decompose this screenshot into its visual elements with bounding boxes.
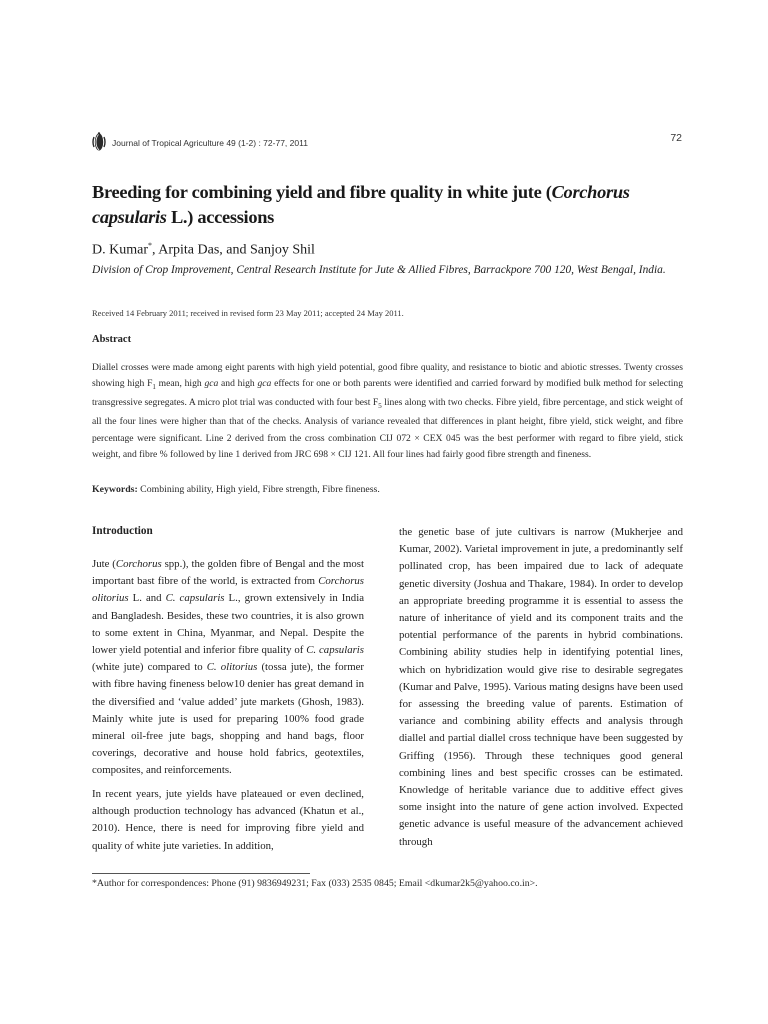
species-name: C. olitorius xyxy=(206,661,258,674)
author-first: D. Kumar xyxy=(92,242,148,258)
text-run: Jute ( xyxy=(92,558,116,570)
intro-paragraph-1 xyxy=(92,556,364,780)
subscript: 1 xyxy=(152,383,156,392)
text-run: L., grown extensively in India and Bangladesh. Besides, these two countries, it is also grown to some extent in China, Myanmar, and Nepal. Despite the lower yield potential and inferior fibre quality of xyxy=(92,592,364,657)
abstract-part: Diallel crosses were made among eight parents with high yield potential, good fibre quality, and resistance to biotic and abiotic stresses. Twenty crosses showing high F xyxy=(92,362,683,390)
paragraph-text: In recent years, jute yields have plateaued or even declined, although production technology has advanced (Khatun et al., 2010). Hence, there is need for improving fibre yield and quality of white jute varieties. In addition, xyxy=(92,788,364,852)
keywords-text: Combining ability, High yield, Fibre strength, Fibre fineness. xyxy=(137,484,380,495)
author-rest: , Arpita Das, and Sanjoy Shil xyxy=(152,242,315,258)
abstract-part: effects for one or both parents were identified and carried forward by modified bulk method for selecting transgressive segregates. A micro plot trial was conducted with four best F xyxy=(92,378,683,409)
species-name: Corchorus olitorius xyxy=(92,575,364,605)
text-run: L. and xyxy=(128,592,166,605)
introduction-heading: Introduction xyxy=(92,525,153,537)
gca-term: gca xyxy=(204,378,219,390)
subscript: 5 xyxy=(378,402,382,411)
abstract-text xyxy=(92,360,683,463)
intro-paragraph-2 xyxy=(92,786,364,855)
footnote-divider xyxy=(92,873,310,874)
abstract-part: and high xyxy=(218,378,258,390)
page-header xyxy=(92,132,682,156)
text-run: spp.), the golden fibre of Bengal and the most important bast fibre of the world, is extracted from xyxy=(92,558,364,588)
author-list xyxy=(92,241,682,259)
abstract-part: mean, high xyxy=(155,378,205,390)
corresponding-author-footnote: *Author for correspondences: Phone (91) 9836949231; Fax (033) 2535 0845; Email <dkumar2k5@yahoo.co.in>. xyxy=(92,878,538,889)
abstract-part: lines along with two checks. Fibre yield, fibre percentage, and stick weight of all the four lines were higher than that of the checks. Analysis of variance revealed that differences in plant height, fibre yield, stick weight, and fibre percentage were significant. Line 2 derived from the cross combination CIJ 072 × CEX 045 was the best performer with regard to fibre yield, stick weight, and fibre % followed by line 1 derived from JRC 698 × CIJ 121. All four lines had fairly good fibre strength and fineness. xyxy=(92,397,683,460)
author-affiliation: Division of Crop Improvement, Central Research Institute for Jute & Allied Fibres, Barrackpore 700 120, West Bengal, India. xyxy=(92,264,666,276)
keywords-label: Keywords: xyxy=(92,484,138,495)
abstract-heading: Abstract xyxy=(92,334,132,345)
species-name: C. capsularis xyxy=(306,644,364,657)
journal-citation: Journal of Tropical Agriculture 49 (1-2) : 72-77, 2011 xyxy=(112,138,308,148)
page-number: 72 xyxy=(670,132,682,144)
keywords xyxy=(92,484,682,495)
title-main: Breeding for combining yield and fibre quality in white jute ( xyxy=(92,182,552,202)
corresponding-author-mark: * xyxy=(148,241,152,250)
species-name: C. capsularis xyxy=(165,592,225,605)
text-run: (white jute) compared to xyxy=(92,661,207,674)
title-species: Corchorus capsularis xyxy=(92,182,630,227)
submission-dates: Received 14 February 2011; received in revised form 23 May 2011; accepted 24 May 2011. xyxy=(92,308,404,318)
gca-term: gca xyxy=(257,378,272,390)
species-name: Corchorus xyxy=(115,558,162,570)
text-run: (tossa jute), the former with fibre having fineness below10 denier has great demand in the diversified and ‘value added’ jute markets (Ghosh, 1983). Mainly white jute is used for preparing 100% food grade mineral oil-free jute bags, shopping and hand bags, floor coverings, decorative and house hold fabrics, geotextiles, composites, and reinforcements. xyxy=(92,661,364,777)
paragraph-text: the genetic base of jute cultivars is narrow (Mukherjee and Kumar, 2002). Varietal improvement in jute, a predominantly self pollinated crop, has been impaired due to lack of adequate genetic diversity (Joshua and Thakare, 1984). In order to develop an appropriate breeding programme it is essential to assess the nature of inheritance of yield and its component traits and the potential performance of the parents in hybrid combinations. Combining ability studies help in identifying potential lines, which on hybridization would give rise to desirable segregates (Kumar and Palve, 1995). Various mating designs have been used for assessing the breeding value of parents. Estimation of variance and combining ability effects and analysis through diallel and partial diallel cross technique have been suggested by Griffing (1956). Through these techniques good general combining lines and best specific crosses can be estimated. Knowledge of heritable variance due to additive effect gives some insight into the nature of gene action involved. Expected genetic advance is useful measure of the advancement achieved through xyxy=(399,526,683,848)
article-title xyxy=(92,180,682,230)
title-end: L.) accessions xyxy=(166,207,275,227)
intro-paragraph-3 xyxy=(399,524,683,851)
journal-logo-icon xyxy=(92,132,106,152)
